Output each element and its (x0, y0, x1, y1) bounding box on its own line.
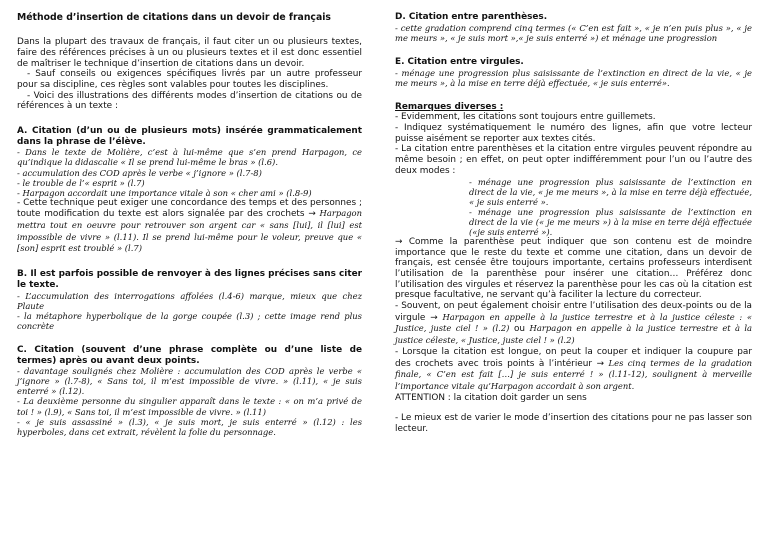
remark-8: - Le mieux est de varier le mode d’insertion des citations pour ne pas lasser son lecteur. (395, 413, 752, 434)
remark-4 (395, 237, 752, 301)
section-a-note-example: Harpagon mettra tout en oeuvre pour retrouver son argent car « sans [lui], il [lui] est impossible de vivre » (l.11). Il se prend lui-même pour le voleur, preuve que « [son] esprit est troublé » (l.7) (17, 208, 362, 254)
arrow-right-icon: → (596, 358, 605, 369)
remarks-heading: Remarques diverses : (395, 101, 504, 112)
section-e-heading: E. Citation entre virgules. (395, 56, 524, 67)
arrow-right-icon: → (395, 236, 403, 247)
remark-7-attention: ATTENTION : la citation doit garder un sens (395, 392, 587, 403)
section-a-example-2: - accumulation des COD après le verbe « j’ignore » (l.7-8) (17, 167, 262, 178)
remark-5-text: - Souvent, on peut également choisir entre l’utilisation des deux-points ou de la virgule (395, 301, 752, 323)
intro-rule: - Sauf conseils ou exigences spécifiques livrés par un autre professeur pour sa discipline, ces règles sont valables pour toutes les disciplines. (17, 69, 362, 90)
intro-paragraph: Dans la plupart des travaux de français, il faut citer un ou plusieurs textes, faire des références précises à un ou plusieurs textes et il est donc essentiel de maîtriser le technique d’insertion de citations dans un devoir. (17, 37, 362, 69)
remark-1: - Evidemment, les citations sont toujours entre guillemets. (395, 112, 656, 123)
arrow-right-icon: → (430, 312, 438, 323)
remark-6 (395, 347, 752, 393)
section-d-heading: D. Citation entre parenthèses. (395, 12, 548, 22)
intro-illustrations: - Voici des illustrations des différents modes d’insertion de citations ou de références à un texte : (17, 90, 362, 112)
section-c-heading: C. Citation (souvent d’une phrase complète ou d’une liste de termes) après ou avant deux points. (17, 344, 362, 366)
remark-5-or: ou (513, 324, 526, 335)
section-b-example-2: - la métaphore hyperbolique de la gorge coupée (l.3) ; cette image rend plus concrète (17, 310, 362, 331)
section-b-example-1: - L’accumulation des interrogations affolées (l.4-6) marque, mieux que chez Plaute (17, 290, 362, 311)
section-d-example: - cette gradation comprend cinq termes (« C’en est fait », « je n’en puis plus », « je me meurs », « je suis mort »,« je suis enterré ») et ménage une progression (395, 22, 752, 43)
section-c-example-2: - La deuxième personne du singulier apparaît dans le texte : « on m’a privé de toi ! » (l.9), « Sans toi, il m’est impossible de vivre. » (l.11) (17, 396, 362, 417)
remark-5 (395, 301, 752, 347)
section-a-note (17, 198, 362, 255)
remark-5-example-1: Harpagon en appelle à la justice terrestre et à la justice céleste : « Justice, juste ciel ! » (l.2) (395, 311, 752, 334)
remark-3-example-1: - ménage une progression plus saisissante de l’extinction en direct de la vie, « je me meurs », à la mise en terre déjà effectuée, « je suis enterré ». (469, 176, 752, 207)
remark-5-example-2: Harpagon en appelle à la justice terrestre et à la justice céleste, « Justice, juste ciel ! » (l.2) (395, 323, 752, 346)
section-c-example-1: - davantage soulignés chez Molière : accumulation des COD après le verbe « j’ignore » (l.7-8), « Sans toi, il m’est impossible de vivre. » (l.11), « je suis enterré » (l.12). (17, 366, 362, 397)
section-b-heading: B. Il est parfois possible de renvoyer à des lignes précises sans citer le texte. (17, 269, 362, 290)
remark-2: - Indiquez systématiquement le numéro des lignes, afin que votre lecteur puisse aisément se reporter aux textes cités. (395, 123, 752, 144)
section-a-example-1: - Dans le texte de Molière, c’est à lui-même que s’en prend Harpagon, ce qu’indique la didascalie « Il se prend lui-même le bras » (l.6). (17, 147, 362, 168)
section-c-example-3: - « je suis assassiné » (l.3), « je suis mort, je suis enterré » (l.12) : les hyperboles, dans cet extrait, révèlent la folie du personnage. (17, 416, 362, 437)
remark-6-text: - Lorsque la citation est longue, on peut la couper et indiquer la coupure par des crochets avec trois points à l’intérieur (395, 346, 752, 369)
section-e-example: - ménage une progression plus saisissante de l’extinction en direct de la vie, « je me meurs », à la mise en terre déjà effectuée, « je suis enterré». (395, 67, 752, 88)
remark-3-example-2: - ménage une progression plus saisissante de l’extinction en direct de la vie (« je me meurs ») à la mise en terre déjà effectuée («je suis enterré »). (469, 206, 752, 237)
remark-3: - La citation entre parenthèses et la citation entre virgules peuvent répondre au même besoin ; en effet, on peut opter indifféremment pour l’un ou l’autre des deux modes : (395, 144, 752, 176)
remark-6-example: Les cinq termes de la gradation finale, « C’en est fait […] je suis enterré ! » (l.11-12), soulignent à merveille l’importance vitale qu’Harpagon accordait à son argent. (395, 357, 753, 391)
left-column (17, 12, 362, 437)
remark-4-text: Comme la parenthèse peut indiquer que son contenu est de moindre importance que le reste du texte et comme une citation, dans un devoir de français, est censée être toujours importante, certains professeurs interdisent l’utilisation de la parenthèse pour insérer une citation… Préférez donc l’utilisation des virgules et réservez la parenthèse pour les cas où la citation est presque facultative, ne servant qu’à faciliter la lecture du correcteur. (395, 236, 752, 301)
section-a-note-text: - Cette technique peut exiger une concordance des temps et des personnes ; toute modification du texte est alors signalée par des crochets (17, 197, 362, 220)
arrow-right-icon: → (308, 209, 316, 220)
document-title: Méthode d’insertion de citations dans un devoir de français (17, 12, 331, 23)
right-column (395, 12, 752, 435)
section-a-example-3: - le trouble de l’« esprit » (l.7) (17, 177, 145, 188)
section-a-heading: A. Citation (d’un ou de plusieurs mots) insérée grammaticalement dans la phrase de l’élève. (17, 125, 362, 147)
section-a-example-4: - Harpagon accordait une importance vitale à son « cher ami » (l.8-9) (17, 187, 312, 198)
